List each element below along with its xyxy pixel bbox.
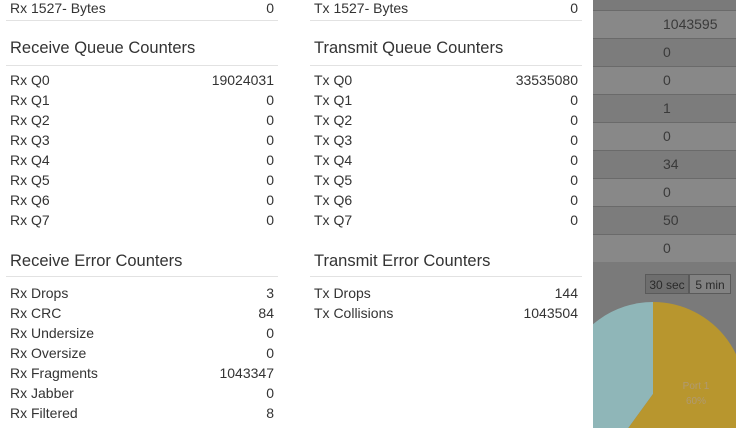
counter-value: 1043504 (523, 305, 578, 321)
counter-label: Rx Oversize (10, 345, 87, 361)
counter-label: Rx Drops (10, 285, 69, 301)
rx-error-row (10, 405, 274, 425)
divider (6, 276, 278, 277)
tx-queue-row (314, 212, 578, 232)
background-table-value: 0 (663, 128, 671, 144)
rx-error-row (10, 325, 274, 345)
background-table-row (593, 150, 736, 178)
counter-label: Rx Undersize (10, 325, 95, 341)
rx-1527-bytes-row (10, 0, 274, 20)
counter-value: 0 (266, 345, 274, 361)
counter-value: 1043347 (219, 365, 274, 381)
background-table-value: 0 (663, 240, 671, 256)
tx-queue-row (314, 192, 578, 212)
counter-value: 0 (266, 212, 274, 228)
counter-label: Rx Jabber (10, 385, 74, 401)
counter-label: Tx Q6 (314, 192, 353, 208)
counter-label: Rx Q5 (10, 172, 50, 188)
rx-error-row (10, 365, 274, 385)
counter-value: 8 (266, 405, 274, 421)
counter-label: Rx 1527- Bytes (10, 0, 106, 16)
background-table-row (593, 122, 736, 150)
counter-value: 0 (570, 212, 578, 228)
counter-value: 0 (570, 0, 578, 16)
counter-label: Tx Q2 (314, 112, 353, 128)
counter-value: 0 (266, 0, 274, 16)
counter-label: Rx Fragments (10, 365, 98, 381)
time-5min-button[interactable]: 5 min (689, 274, 731, 294)
counter-label: Rx Q0 (10, 72, 50, 88)
tx-error-row (314, 305, 578, 325)
counter-value: 0 (570, 152, 578, 168)
counter-label: Tx Q4 (314, 152, 353, 168)
counter-label: Rx Q3 (10, 132, 50, 148)
divider (6, 20, 278, 21)
rx-queue-row (10, 172, 274, 192)
transmit-errors-title: Transmit Error Counters (314, 252, 491, 270)
counter-label: Tx Q1 (314, 92, 353, 108)
tx-queue-row (314, 172, 578, 192)
rx-queue-row (10, 132, 274, 152)
counter-label: Rx Q2 (10, 112, 50, 128)
time-30sec-button[interactable]: 30 sec (645, 274, 689, 294)
counter-label: Tx Q3 (314, 132, 353, 148)
counter-label: Rx Q7 (10, 212, 50, 228)
receive-errors-title: Receive Error Counters (10, 252, 183, 270)
pie-port1-percent: 60% (685, 396, 706, 407)
rx-error-row (10, 285, 274, 305)
rx-queue-row (10, 212, 274, 232)
tx-queue-row (314, 92, 578, 112)
divider (310, 65, 582, 66)
counter-value: 0 (266, 325, 274, 341)
rx-error-row (10, 345, 274, 365)
counter-label: Rx CRC (10, 305, 62, 321)
counter-label: Rx Q1 (10, 92, 50, 108)
rx-queue-row (10, 112, 274, 132)
background-table-value: 0 (663, 44, 671, 60)
background-overlay (593, 0, 736, 428)
receive-queue-title: Receive Queue Counters (10, 39, 196, 57)
background-table-value: 1 (663, 100, 671, 116)
rx-queue-row (10, 92, 274, 112)
pie-label-port1 (673, 379, 719, 409)
tx-1527-bytes-row (314, 0, 578, 20)
tx-error-row (314, 285, 578, 305)
tx-queue-row (314, 132, 578, 152)
counter-value: 0 (570, 192, 578, 208)
counter-value: 0 (266, 112, 274, 128)
background-table-row (593, 206, 736, 234)
divider (6, 65, 278, 66)
background-table-value: 1043595 (663, 16, 718, 32)
background-table-row (593, 94, 736, 122)
background-table-value: 0 (663, 184, 671, 200)
counter-value: 0 (266, 92, 274, 108)
divider (310, 20, 582, 21)
pie-port1-name: Port 1 (682, 381, 710, 392)
tx-queue-row (314, 72, 578, 92)
counter-label: Rx Q6 (10, 192, 50, 208)
counter-value: 3 (266, 285, 274, 301)
counter-label: Tx Collisions (314, 305, 394, 321)
rx-queue-row (10, 152, 274, 172)
counter-value: 0 (570, 92, 578, 108)
background-table-value: 0 (663, 72, 671, 88)
counter-label: Tx Drops (314, 285, 371, 301)
background-table-value: 34 (663, 156, 679, 172)
background-table-row (593, 178, 736, 206)
background-table-row (593, 234, 736, 262)
counter-value: 33535080 (515, 72, 578, 88)
counter-value: 0 (266, 385, 274, 401)
counter-label: Rx Q4 (10, 152, 50, 168)
counter-value: 84 (258, 305, 274, 321)
counter-value: 0 (570, 172, 578, 188)
rx-queue-row (10, 192, 274, 212)
counter-value: 0 (266, 152, 274, 168)
background-table-row (593, 38, 736, 66)
counter-value: 19024031 (211, 72, 274, 88)
tx-queue-row (314, 152, 578, 172)
counter-label: Rx Filtered (10, 405, 78, 421)
background-table-value: 50 (663, 212, 679, 228)
counter-label: Tx Q7 (314, 212, 353, 228)
counter-value: 0 (266, 132, 274, 148)
counter-label: Tx 1527- Bytes (314, 0, 409, 16)
background-table-row (593, 10, 736, 38)
counter-value: 0 (266, 172, 274, 188)
rx-error-row (10, 305, 274, 325)
rx-error-row (10, 385, 274, 405)
counter-value: 0 (570, 112, 578, 128)
counter-label: Tx Q0 (314, 72, 353, 88)
counter-label: Tx Q5 (314, 172, 353, 188)
transmit-queue-title: Transmit Queue Counters (314, 39, 504, 57)
tx-queue-row (314, 112, 578, 132)
counter-value: 0 (570, 132, 578, 148)
background-table-row (593, 66, 736, 94)
counter-value: 0 (266, 192, 274, 208)
rx-queue-row (10, 72, 274, 92)
divider (310, 276, 582, 277)
counter-value: 144 (554, 285, 578, 301)
